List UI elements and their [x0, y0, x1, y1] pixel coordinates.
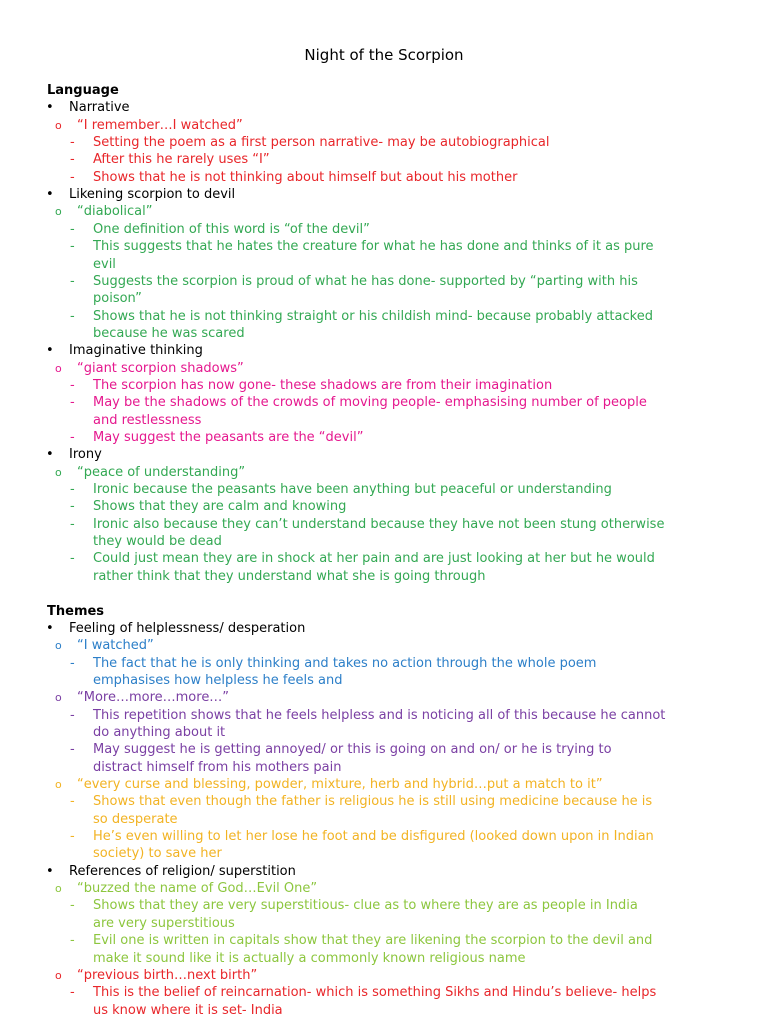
point-line-text: This repetition shows that he feels helpless and is noticing all of this because he cannot: [93, 707, 666, 723]
point-line-marker: -: [70, 933, 75, 949]
quote-item-marker: o: [55, 778, 62, 791]
point-line-text: This suggests that he hates the creature for what he has done and thinks of it as pure: [93, 239, 654, 255]
point-line-marker: -: [70, 829, 75, 845]
point-line-text: Ironic also because they can’t understand because they have not been stung otherwise: [93, 516, 665, 532]
point-line-text: Ironic because the peasants have been anything but peaceful or understanding: [93, 482, 612, 498]
point-line-marker: -: [70, 152, 75, 168]
quote-item-text: “I watched”: [77, 638, 154, 654]
quote-item-marker: o: [55, 465, 62, 479]
point-line-text: society) to save her: [93, 846, 222, 862]
bullet-item-text: Likening scorpion to devil: [69, 187, 236, 203]
quote-item-marker: o: [55, 205, 62, 219]
section-heading: Language: [47, 83, 119, 98]
point-line-text: Shows that even though the father is religious he is still using medicine because he is: [93, 794, 653, 810]
point-line-text: are very superstitious: [93, 915, 235, 931]
point-line-text: rather think that they understand what she is going through: [93, 568, 486, 584]
quote-item-text: “every curse and blessing, powder, mixture, herb and hybrid…put a match to it”: [77, 777, 603, 792]
bullet-item-marker: •: [46, 620, 54, 636]
point-line-text: and restlessness: [93, 412, 202, 428]
point-line-marker: -: [70, 395, 75, 411]
quote-item-text: “buzzed the name of God…Evil One”: [77, 881, 318, 897]
point-line-text: us know where it is set- India: [93, 1002, 283, 1018]
point-line-text: The scorpion has now gone- these shadows are from their imagination: [93, 377, 553, 393]
quote-item-marker: o: [55, 691, 62, 705]
point-line-marker: -: [70, 707, 75, 723]
point-line-marker: -: [70, 794, 75, 810]
point-line-text: This is the belief of reincarnation- which is something Sikhs and Hindu’s believe- helps: [93, 985, 657, 1001]
point-line-text: poison”: [93, 291, 142, 307]
point-line-text: Shows that they are very superstitious- clue as to where they are as people in India: [93, 898, 638, 914]
point-line-marker: -: [70, 169, 75, 185]
point-line-marker: -: [70, 551, 75, 567]
point-line-marker: -: [70, 239, 75, 255]
point-line-text: Could just mean they are in shock at her pain and are just looking at her but he would: [93, 551, 655, 567]
bullet-item-text: Narrative: [69, 100, 130, 116]
bullet-item-text: Feeling of helplessness/ desperation: [69, 620, 306, 636]
bullet-item-marker: •: [46, 343, 54, 359]
point-line-text: make it sound like it is actually a commonly known religious name: [93, 950, 526, 966]
quote-item-text: “giant scorpion shadows”: [77, 360, 244, 376]
quote-item-text: “peace of understanding”: [77, 464, 246, 480]
point-line-marker: -: [70, 430, 75, 445]
point-line-text: One definition of this word is “of the devil”: [93, 221, 370, 237]
point-line-text: Setting the poem as a first person narrative- may be autobiographical: [93, 135, 550, 151]
point-line-text: Shows that he is not thinking straight or his childish mind- because probably attacked: [93, 308, 653, 324]
point-line-text: so desperate: [93, 811, 178, 827]
quote-item-marker: o: [55, 882, 62, 896]
point-line-text: Evil one is written in capitals show that they are likening the scorpion to the devil and: [93, 933, 653, 949]
quote-item-marker: o: [55, 639, 62, 653]
quote-item-text: “I remember…I watched”: [77, 117, 243, 133]
point-line-text: The fact that he is only thinking and takes no action through the whole poem: [93, 655, 597, 671]
point-line-text: Shows that they are calm and knowing: [93, 499, 347, 515]
quote-item-text: “diabolical”: [77, 204, 153, 220]
point-line-marker: -: [70, 482, 75, 498]
point-line-marker: -: [70, 135, 75, 151]
point-line-text: do anything about it: [93, 724, 226, 740]
point-line-text: because he was scared: [93, 325, 245, 341]
point-line-text: evil: [93, 256, 116, 272]
point-line-text: May suggest the peasants are the “devil”: [93, 430, 364, 445]
quote-item-marker: o: [55, 118, 62, 132]
bullet-item-marker: •: [46, 100, 54, 116]
point-line-marker: -: [70, 742, 75, 758]
quote-item-text: “previous birth…next birth”: [77, 967, 258, 983]
bullet-item-text: References of religion/ superstition: [69, 863, 296, 879]
bullet-item-text: Imaginative thinking: [69, 343, 203, 359]
point-line-text: After this he rarely uses “I”: [93, 152, 270, 168]
point-line-marker: -: [70, 985, 75, 1001]
bullet-item-marker: •: [46, 863, 54, 879]
point-line-text: May suggest he is getting annoyed/ or this is going on and on/ or he is trying to: [93, 742, 612, 758]
page-title: Night of the Scorpion: [304, 46, 464, 64]
point-line-text: He’s even willing to let her lose he foot and be disfigured (looked down upon in Indian: [93, 829, 654, 845]
point-line-marker: -: [70, 377, 75, 393]
quote-item-text: “More…more…more…”: [77, 690, 230, 706]
point-line-text: they would be dead: [93, 534, 222, 550]
bullet-item-text: Irony: [69, 447, 102, 463]
bullet-item-marker: •: [46, 187, 54, 203]
point-line-marker: -: [70, 273, 75, 289]
point-line-text: distract himself from his mothers pain: [93, 759, 342, 775]
point-line-text: Suggests the scorpion is proud of what he has done- supported by “parting with his: [93, 273, 638, 289]
point-line-marker: -: [70, 516, 75, 532]
point-line-text: Shows that he is not thinking about himself but about his mother: [93, 169, 518, 185]
point-line-text: emphasises how helpless he feels and: [93, 672, 343, 688]
point-line-marker: -: [70, 655, 75, 671]
point-line-marker: -: [70, 499, 75, 515]
point-line-marker: -: [70, 898, 75, 914]
point-line-text: May be the shadows of the crowds of moving people- emphasising number of people: [93, 395, 647, 411]
point-line-marker: -: [70, 308, 75, 324]
bullet-item-marker: •: [46, 447, 54, 463]
section-heading: Themes: [47, 603, 105, 619]
quote-item-marker: o: [55, 968, 62, 982]
point-line-marker: -: [70, 221, 75, 237]
quote-item-marker: o: [55, 361, 62, 375]
